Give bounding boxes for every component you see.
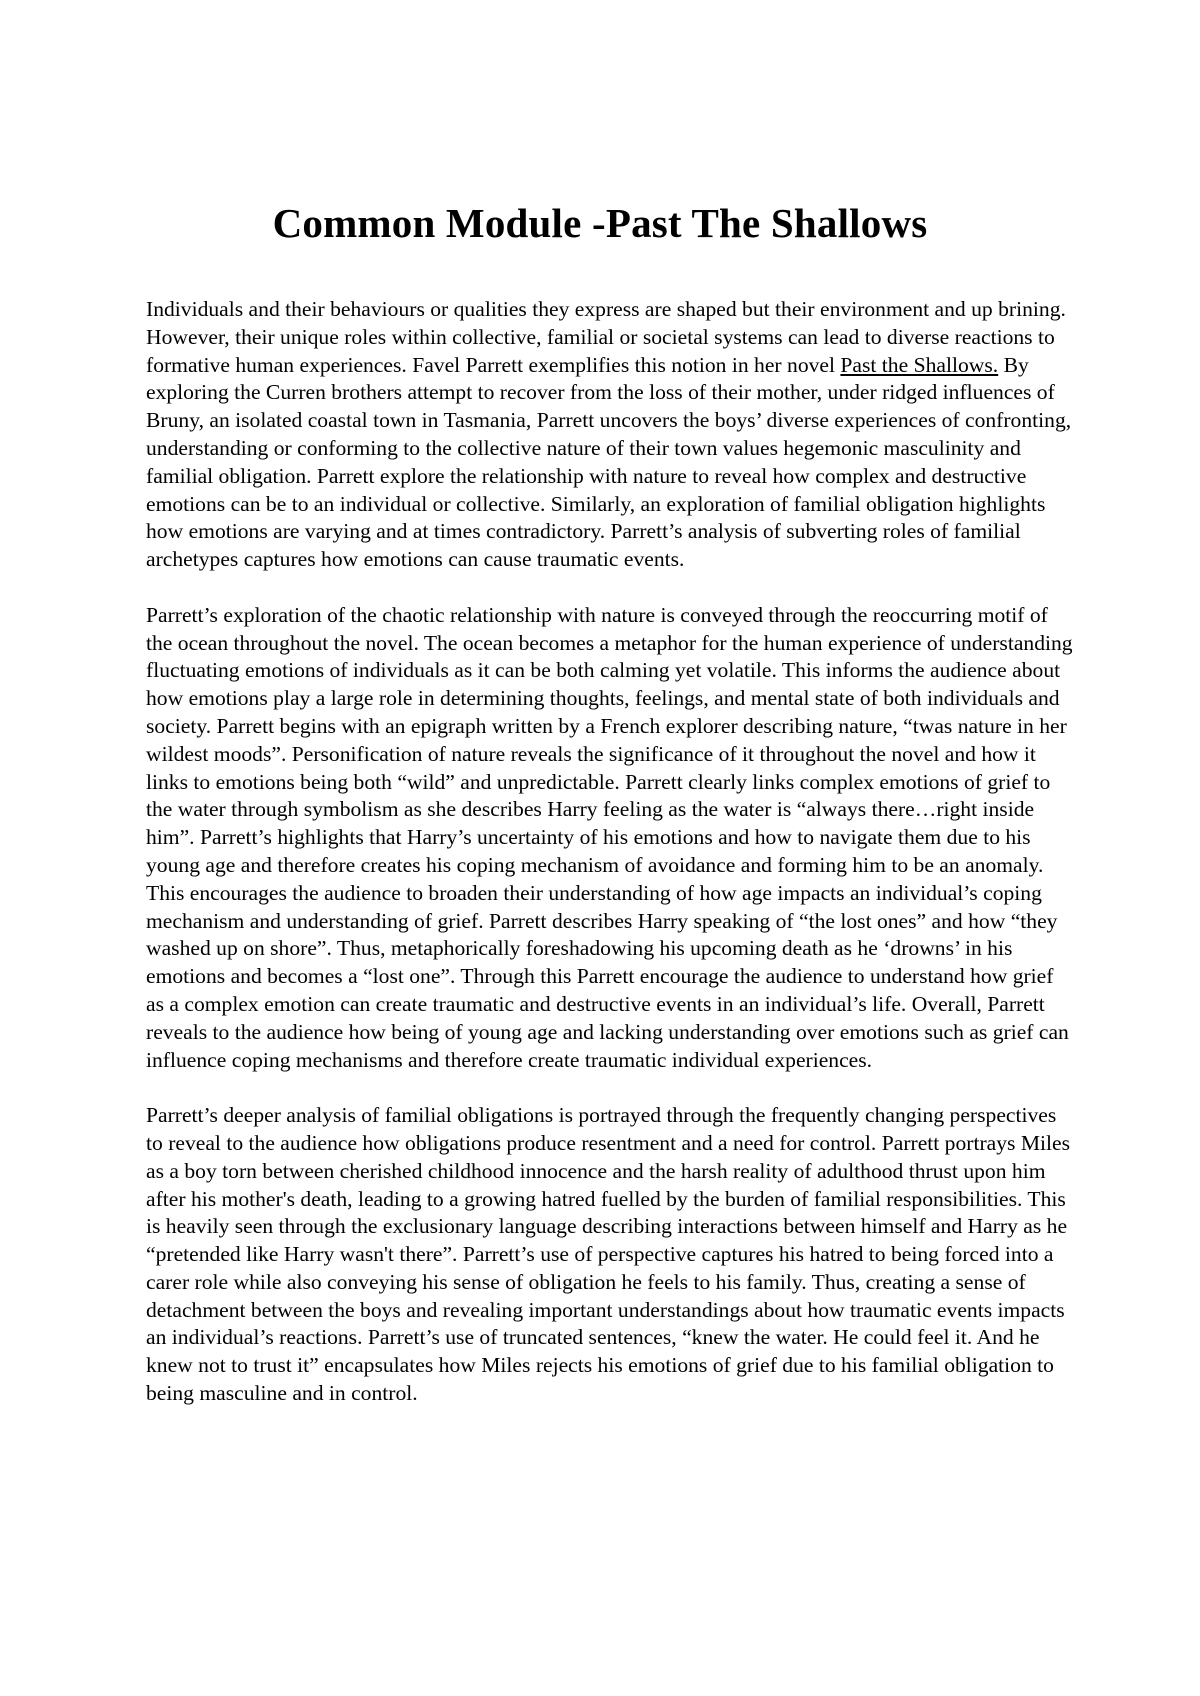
document-body (146, 296, 1076, 1436)
paragraph-familial-obligation: Parrett’s deeper analysis of familial obligations is portrayed through the frequently changing perspectives to reveal to the audience how obligations produce resentment and a need for control. Parrett portrays Miles as a boy torn between cherished childhood innocence and the harsh reality of adulthood thrust upon him after his mother's death, leading to a growing hatred fuelled by the burden of familial responsibilities. This is heavily seen through the exclusionary language describing interactions between himself and Harry as he “pretended like Harry wasn't there”. Parrett’s use of perspective captures his hatred to being forced into a carer role while also conveying his sense of obligation he feels to his family. Thus, creating a sense of detachment between the boys and revealing important understandings about how traumatic events impacts an individual’s reactions. Parrett’s use of truncated sentences, “knew the water. He could feel it. And he knew not to trust it” encapsulates how Miles rejects his emotions of grief due to his familial obligation to being masculine and in control. (146, 1103, 1071, 1406)
paragraph-text: Individuals and their behaviours or qualities they express are shaped but their environment and up brining. However, their unique roles within collective, familial or societal systems can lead to diverse reactions to formative human experiences. Favel Parrett exemplifies this notion in her novel (146, 297, 1066, 377)
novel-title-reference: Past the Shallows. (840, 352, 999, 377)
paragraph-text: By exploring the Curren brothers attempt to recover from the loss of their mother, under ridged influences of Bruny, an isolated coastal town in Tasmania, Parrett uncovers the boys’ diverse experiences of confronting, understanding or conforming to the collective nature of their town values hegemonic masculinity and familial obligation. Parrett explore the relationship with nature to reveal how complex and destructive emotions can be to an individual or collective. Similarly, an exploration of familial obligation highlights how emotions are varying and at times contradictory. Parrett’s analysis of subverting roles of familial archetypes captures how emotions can cause traumatic events. (146, 352, 1072, 572)
paragraph-nature: Parrett’s exploration of the chaotic relationship with nature is conveyed through the reoccurring motif of the ocean throughout the novel. The ocean becomes a metaphor for the human experience of understanding fluctuating emotions of individuals as it can be both calming yet volatile. This informs the audience about how emotions play a large role in determining thoughts, feelings, and mental state of both individuals and society. Parrett begins with an epigraph written by a French explorer describing nature, “twas nature in her wildest moods”. Personification of nature reveals the significance of it throughout the novel and how it links to emotions being both “wild” and unpredictable. Parrett clearly links complex emotions of grief to the water through symbolism as she describes Harry feeling as the water is “always there…right inside him”. Parrett’s highlights that Harry’s uncertainty of his emotions and how to navigate them due to his young age and therefore creates his coping mechanism of avoidance and forming him to be an anomaly. This encourages the audience to broaden their understanding of how age impacts an individual’s coping mechanism and understanding of grief. Parrett describes Harry speaking of “the lost ones” and how “they washed up on shore”. Thus, metaphorically foreshadowing his upcoming death as he ‘drowns’ in his emotions and becomes a “lost one”. Through this Parrett encourage the audience to understand how grief as a complex emotion can create traumatic and destructive events in an individual’s life. Overall, Parrett reveals to the audience how being of young age and lacking understanding over emotions such as grief can influence coping mechanisms and therefore create traumatic individual experiences. (146, 602, 1073, 1072)
document-title: Common Module -Past The Shallows (272, 200, 928, 246)
paragraph-introduction (146, 296, 1076, 574)
